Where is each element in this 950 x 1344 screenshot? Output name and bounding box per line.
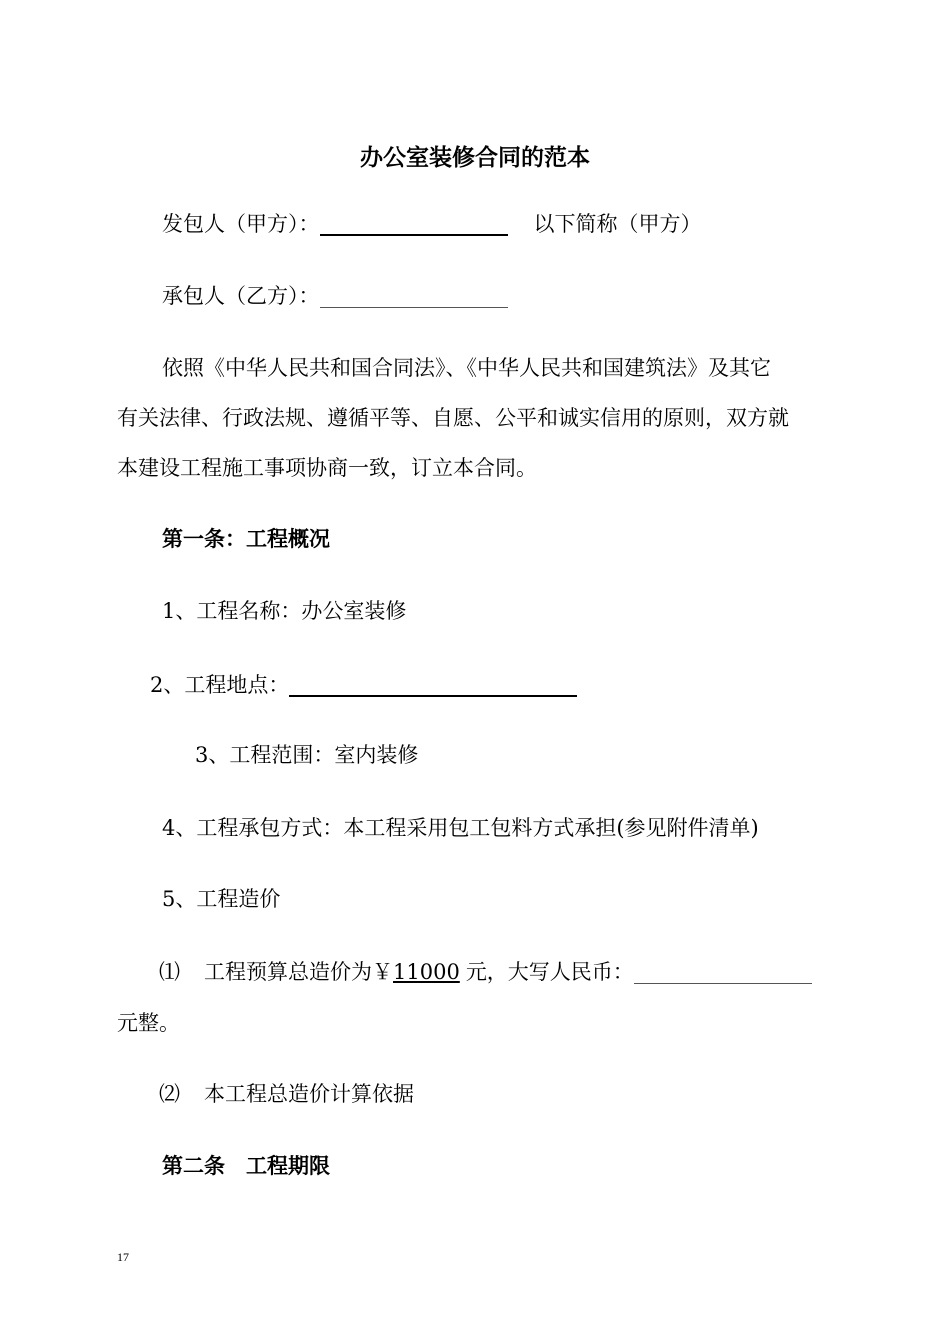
party-a-suffix: 以下简称（甲方） bbox=[533, 212, 702, 236]
item-5: 5、工程造价 bbox=[162, 887, 281, 911]
sub-item-1-number: ⑴ bbox=[159, 960, 180, 984]
sub-item-1-blank[interactable] bbox=[634, 963, 812, 984]
item-3: 3、工程范围：室内装修 bbox=[195, 743, 419, 767]
item-1: 1、工程名称：办公室装修 bbox=[162, 599, 407, 623]
document-title: 办公室装修合同的范本 bbox=[360, 145, 590, 171]
article-2-heading: 第二条 工程期限 bbox=[162, 1154, 330, 1178]
preamble-line-2: 有关法律、行政法规、遵循平等、自愿、公平和诚实信用的原则，双方就 bbox=[117, 406, 789, 430]
sub-item-1-text-b: 元，大写人民币： bbox=[465, 960, 634, 984]
sub-item-1-tail: 元整。 bbox=[117, 1011, 180, 1035]
party-a-label: 发包人（甲方）： bbox=[162, 212, 320, 236]
item-2-blank[interactable] bbox=[289, 675, 577, 697]
sub-item-1-amount: 11000 bbox=[393, 960, 460, 984]
item-4: 4、工程承包方式：本工程采用包工包料方式承担(参见附件清单) bbox=[162, 816, 759, 840]
preamble-line-1: 依照《中华人民共和国合同法》、《中华人民共和国建筑法》及其它 bbox=[162, 356, 771, 380]
party-b-blank[interactable] bbox=[320, 287, 508, 308]
sub-item-2-line bbox=[159, 1082, 414, 1106]
sub-item-1-text-a: 工程预算总造价为￥ bbox=[204, 960, 393, 984]
item-2-label: 2、工程地点： bbox=[150, 673, 290, 697]
sub-item-2-text: 本工程总造价计算依据 bbox=[204, 1082, 414, 1106]
sub-item-1-line bbox=[159, 960, 812, 984]
party-a-line bbox=[162, 212, 702, 236]
item-2-line bbox=[150, 673, 577, 697]
party-b-label: 承包人（乙方）： bbox=[162, 284, 320, 308]
sub-item-2-number: ⑵ bbox=[159, 1082, 180, 1106]
article-1-heading: 第一条：工程概况 bbox=[162, 527, 330, 551]
preamble-line-3: 本建设工程施工事项协商一致，订立本合同。 bbox=[117, 456, 537, 480]
page-number: 17 bbox=[117, 1250, 129, 1264]
party-a-blank[interactable] bbox=[320, 214, 508, 236]
party-b-line bbox=[162, 284, 508, 308]
